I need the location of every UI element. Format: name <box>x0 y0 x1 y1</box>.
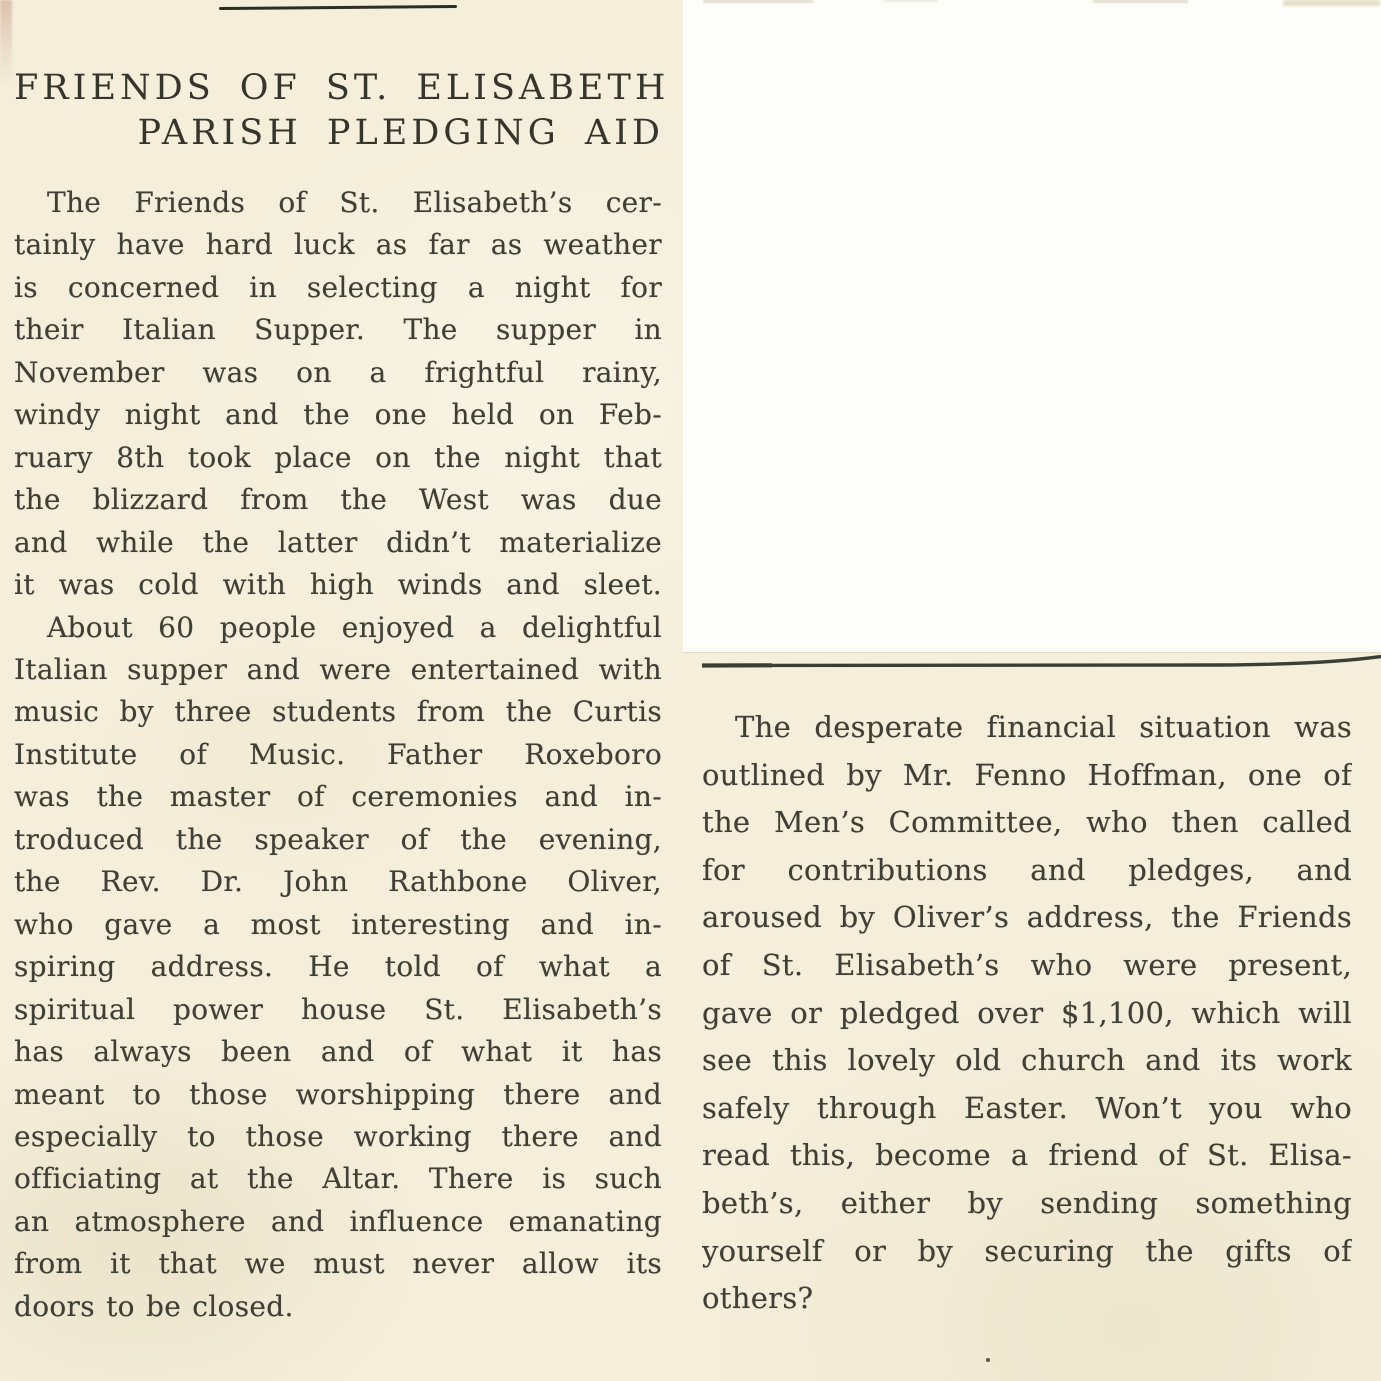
text-line: the Rev. Dr. John Rathbone Oliver, <box>14 865 662 899</box>
scan-smudge <box>0 0 12 85</box>
text-line: The Friends of St. Elisabeth’s cer- <box>47 186 662 219</box>
left-text-column <box>14 182 662 1328</box>
text-line: read this, become a friend of St. Elisa- <box>702 1138 1352 1173</box>
column-separator-rule <box>702 655 1381 671</box>
text-line: the Men’s Committee, who then called <box>702 805 1352 840</box>
text-line: music by three students from the Curtis <box>14 695 662 729</box>
text-line: beth’s, either by sending something <box>702 1185 1352 1220</box>
scan-edge-artifact <box>1093 0 1188 3</box>
text-line: their Italian Supper. The supper in <box>14 313 662 347</box>
right-text-column <box>702 704 1352 1323</box>
scan-edge-artifact <box>703 0 813 3</box>
text-line: The desperate financial situation was <box>735 710 1352 744</box>
text-line: from it that we must never allow its <box>14 1247 662 1281</box>
text-line: Italian supper and were entertained with <box>14 652 662 686</box>
text-line: spiritual power house St. Elisabeth’s <box>14 992 662 1026</box>
text-line: tainly have hard luck as far as weather <box>14 228 662 262</box>
text-line: especially to those working there and <box>14 1119 662 1153</box>
text-line: for contributions and pledges, and <box>702 852 1352 887</box>
text-line: About 60 people enjoyed a delightful <box>47 610 662 644</box>
text-line: troduced the speaker of the evening, <box>14 822 662 856</box>
headline-line-1: FRIENDS OF ST. ELISABETH <box>14 68 670 108</box>
text-line: meant to those worshipping there and <box>14 1077 662 1111</box>
text-line: ruary 8th took place on the night that <box>14 440 662 474</box>
text-line: it was cold with high winds and sleet. <box>14 568 662 602</box>
text-line: gave or pledged over $1,100, which will <box>702 995 1352 1030</box>
top-separator-rule <box>219 5 457 10</box>
text-line: of St. Elisabeth’s who were present, <box>702 947 1352 982</box>
text-line: Institute of Music. Father Roxeboro <box>14 737 662 771</box>
text-line: aroused by Oliver’s address, the Friends <box>702 900 1352 935</box>
text-line: has always been and of what it has <box>14 1035 662 1069</box>
scan-edge-artifact <box>883 0 938 2</box>
text-line: outlined by Mr. Fenno Hoffman, one of <box>702 757 1352 792</box>
text-line: an atmosphere and influence emanating <box>14 1204 662 1238</box>
ink-speck <box>986 1358 990 1362</box>
text-line: spiring address. He told of what a <box>14 950 662 984</box>
scan-edge-artifact <box>1283 0 1380 6</box>
text-line: yourself or by securing the gifts of <box>702 1233 1352 1268</box>
blank-panel <box>683 0 1381 652</box>
text-line: November was on a frightful rainy, <box>14 355 662 389</box>
text-line: is concerned in selecting a night for <box>14 270 662 304</box>
text-line: see this lovely old church and its work <box>702 1043 1352 1078</box>
text-line: doors to be closed. <box>14 1289 294 1323</box>
headline-line-2: PARISH PLEDGING AID <box>137 113 664 153</box>
text-line: officiating at the Altar. There is such <box>14 1162 662 1196</box>
text-line: the blizzard from the West was due <box>14 483 662 517</box>
text-line: was the master of ceremonies and in- <box>14 780 662 814</box>
text-line: safely through Easter. Won’t you who <box>702 1090 1352 1125</box>
text-line: who gave a most interesting and in- <box>14 907 662 941</box>
text-line: others? <box>702 1281 814 1316</box>
article-headline <box>14 66 670 156</box>
text-line: windy night and the one held on Feb- <box>14 398 662 432</box>
text-line: and while the latter didn’t materialize <box>14 525 662 559</box>
